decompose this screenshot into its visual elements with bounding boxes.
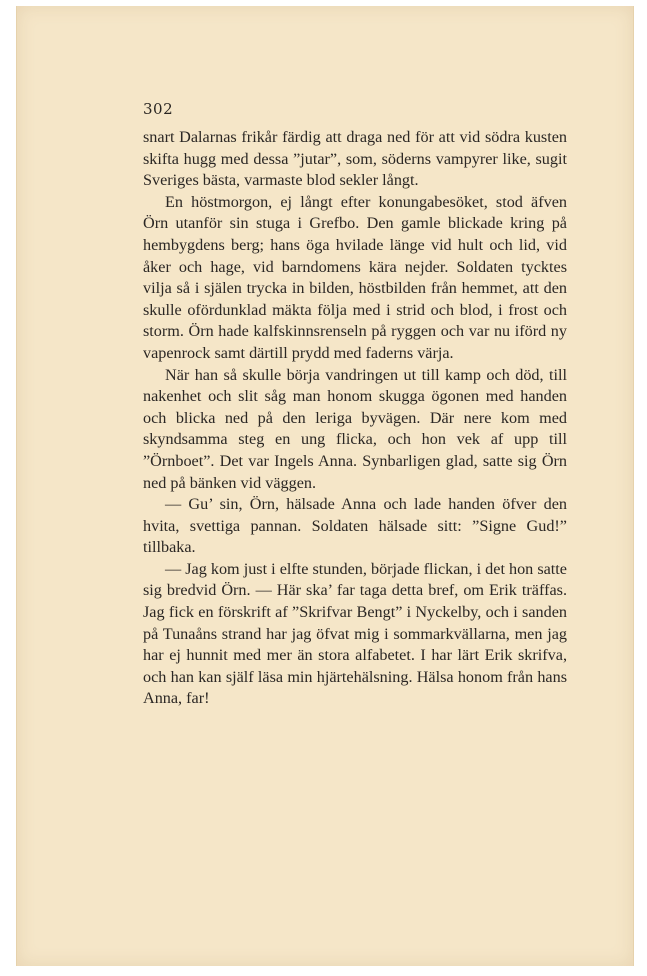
paragraph-2: En höstmorgon, ej långt efter konungabesöket, stod äfven Örn utanför sin stuga i Grefbo. Den gamle blickade kring på hembygdens berg; hans öga hvilade länge vid hult och lid, vid åker och hage, vid barndomens kära nejder. Soldaten tycktes vilja så i själen trycka in bilden, höstbilden från hemmet, att den skulle ofördunklad mäkta följa med i strid och blod, i frost och storm. Örn hade kalfskinnsrenseln på ryggen och var nu iförd ny vapenrock samt därtill prydd med faderns värja. [143,192,567,362]
body-text [143,127,567,710]
book-page [16,6,634,966]
paragraph-1: snart Dalarnas frikår färdig att draga ned för att vid södra kusten skifta hugg med dessa ”jutar”, som, söderns vampyrer like, sugit Sveriges bästa, varmaste blod sekler långt. [143,128,567,190]
paragraph-3: När han så skulle börja vandringen ut till kamp och död, till nakenhet och slit såg man honom skugga ögonen med handen och blicka ned på den leriga byvägen. Där nere kom med skyndsamma steg en ung flicka, och hon vek af upp till ”Örnboet”. Det var Ingels Anna. Synbarligen glad, satte sig Örn ned på bänken vid väggen. [143,365,567,492]
paragraph-4: — Gu’ sin, Örn, hälsade Anna och lade handen öfver den hvita, svettiga pannan. Soldaten hälsade sitt: ”Signe Gud!” tillbaka. [143,495,567,557]
page-number: 302 [143,100,174,118]
paragraph-5: — Jag kom just i elfte stunden, började flickan, i det hon satte sig bredvid Örn. — Här ska’ far taga detta bref, om Erik träffas. Jag fick en förskrift af ”Skrifvar Bengt” i Nyckelby, och i sanden på Tunaåns strand har jag öfvat mig i sommarkvällarna, men jag har ej hunnit med mer än stora alfabetet. I har lärt Erik skrifva, och han kan själf läsa min hjärtehälsning. Hälsa honom från hans Anna, far! [143,559,567,708]
